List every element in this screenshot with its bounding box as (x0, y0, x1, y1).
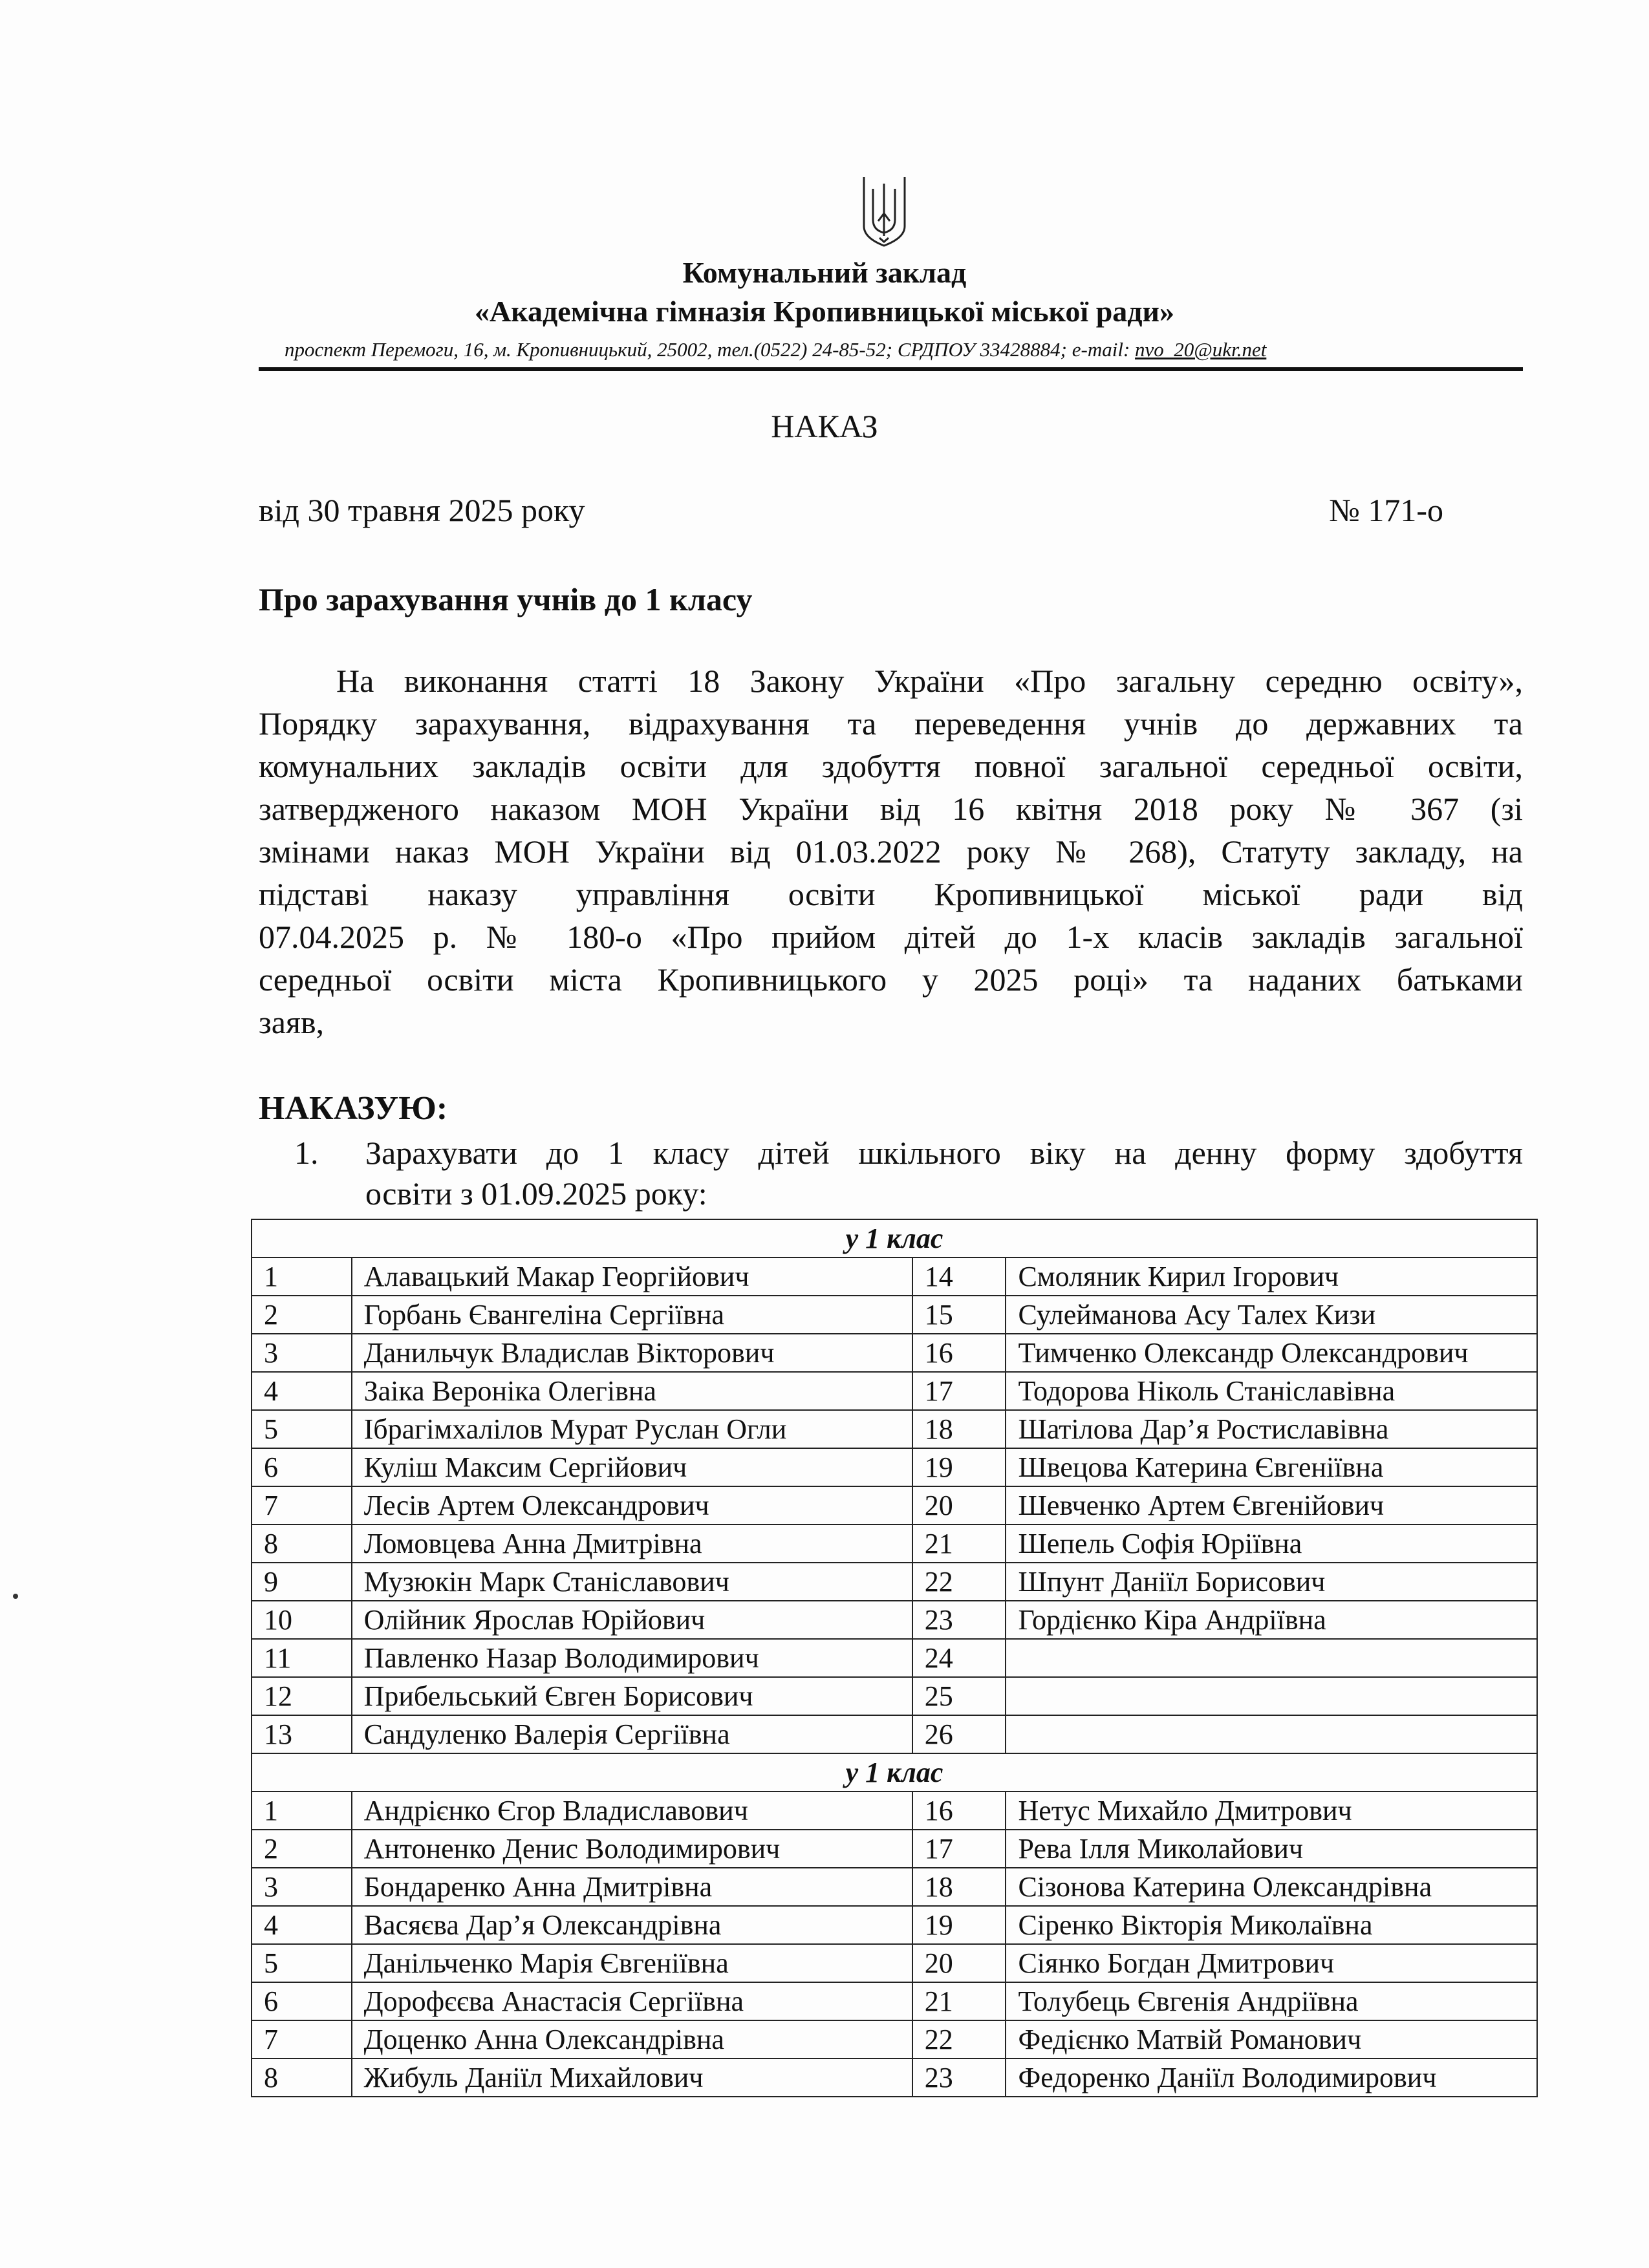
student-name-left: Горбань Євангеліна Сергіївна (352, 1296, 912, 1334)
student-name-left: Алавацький Макар Георгійович (352, 1257, 912, 1296)
student-name-right: Сулейманова Асу Талех Кизи (1006, 1296, 1537, 1334)
student-name-left: Андрієнко Єгор Владиславович (352, 1792, 912, 1830)
row-number-left: 7 (252, 2020, 352, 2059)
table-row (252, 1257, 1537, 1296)
row-number-right: 18 (912, 1868, 1006, 1906)
student-name-right: Шатілова Дар’я Ростиславівна (1006, 1410, 1537, 1448)
student-name-right: Тодорова Ніколь Станіславівна (1006, 1372, 1537, 1410)
student-name-right: Сізонова Катерина Олександрівна (1006, 1868, 1537, 1906)
class-section-header-row (252, 1753, 1537, 1792)
row-number-right: 18 (912, 1410, 1006, 1448)
student-name-right (1006, 1677, 1537, 1715)
organization-name: «Академічна гімназія Кропивницької міської ради» (474, 295, 1175, 328)
row-number-left: 9 (252, 1563, 352, 1601)
table-row (252, 1639, 1537, 1677)
row-number-right: 16 (912, 1334, 1006, 1372)
row-number-right: 25 (912, 1677, 1006, 1715)
student-name-left: Васяєва Дар’я Олександрівна (352, 1906, 912, 1944)
student-name-right: Толубець Євгенія Андріївна (1006, 1982, 1537, 2020)
table-row (252, 1334, 1537, 1372)
row-number-right: 21 (912, 1982, 1006, 2020)
student-name-left: Жибуль Даніїл Михайлович (352, 2059, 912, 2097)
preamble (259, 659, 1523, 1043)
order-item-line: освіти з 01.09.2025 року: (365, 1175, 707, 1212)
preamble-line: заяв, (259, 1004, 325, 1040)
student-name-left: Лесів Артем Олександрович (352, 1486, 912, 1524)
row-number-left: 3 (252, 1868, 352, 1906)
row-number-left: 1 (252, 1257, 352, 1296)
order-item-number: 1. (294, 1135, 319, 1171)
enrollment-table (251, 1219, 1538, 2097)
row-number-right: 23 (912, 2059, 1006, 2097)
row-number-left: 2 (252, 1830, 352, 1868)
document-number: № 171-о (1329, 492, 1443, 528)
order-item-line: Зарахувати до 1 класу дітей шкільного віку на денну форму здобуття (365, 1135, 1523, 1171)
row-number-left: 7 (252, 1486, 352, 1524)
student-name-right: Шевченко Артем Євгенійович (1006, 1486, 1537, 1524)
row-number-left: 8 (252, 1524, 352, 1563)
row-number-right: 22 (912, 2020, 1006, 2059)
student-name-left: Павленко Назар Володимирович (352, 1639, 912, 1677)
student-name-left: Ломовцева Анна Дмитрівна (352, 1524, 912, 1563)
student-name-right: Федієнко Матвій Романович (1006, 2020, 1537, 2059)
row-number-left: 3 (252, 1334, 352, 1372)
student-name-right: Швецова Катерина Євгеніївна (1006, 1448, 1537, 1486)
row-number-right: 20 (912, 1944, 1006, 1982)
table-row (252, 1792, 1537, 1830)
organization-address (285, 338, 1266, 361)
student-name-right: Смоляник Кирил Ігорович (1006, 1257, 1537, 1296)
row-number-left: 1 (252, 1792, 352, 1830)
preamble-line: Порядку зарахування, відрахування та переведення учнів до державних та (259, 705, 1523, 742)
table-row (252, 2059, 1537, 2097)
table-row (252, 1410, 1537, 1448)
preamble-line: змінами наказ МОН України від 01.03.2022 року № 268), Статуту закладу, на (259, 833, 1523, 870)
student-name-right: Нетус Михайло Дмитрович (1006, 1792, 1537, 1830)
row-number-right: 26 (912, 1715, 1006, 1753)
row-number-left: 4 (252, 1906, 352, 1944)
table-row (252, 1868, 1537, 1906)
student-name-left: Данільченко Марія Євгеніївна (352, 1944, 912, 1982)
row-number-right: 24 (912, 1639, 1006, 1677)
organization-type: Комунальний заклад (682, 256, 967, 289)
student-name-left: Музюкін Марк Станіславович (352, 1563, 912, 1601)
row-number-right: 17 (912, 1830, 1006, 1868)
table-row (252, 1982, 1537, 2020)
student-name-left: Бондаренко Анна Дмитрівна (352, 1868, 912, 1906)
trident-emblem-icon (860, 175, 909, 249)
preamble-line: затвердженого наказом МОН України від 16 квітня 2018 року № 367 (зі (259, 791, 1523, 827)
student-name-left: Ібрагімхалілов Мурат Руслан Огли (352, 1410, 912, 1448)
document-title: НАКАЗ (771, 408, 878, 444)
order-item-text (365, 1133, 1523, 1214)
order-heading: НАКАЗУЮ: (259, 1090, 448, 1127)
student-name-right: Гордієнко Кіра Андріївна (1006, 1601, 1537, 1639)
student-name-left: Олійник Ярослав Юрійович (352, 1601, 912, 1639)
row-number-right: 19 (912, 1906, 1006, 1944)
table-row (252, 1563, 1537, 1601)
row-number-right: 14 (912, 1257, 1006, 1296)
row-number-right: 23 (912, 1601, 1006, 1639)
student-name-right: Шепель Софія Юріївна (1006, 1524, 1537, 1563)
row-number-left: 5 (252, 1944, 352, 1982)
table-row (252, 1486, 1537, 1524)
row-number-right: 17 (912, 1372, 1006, 1410)
student-name-right: Федоренко Даніїл Володимирович (1006, 2059, 1537, 2097)
table-row (252, 1677, 1537, 1715)
student-name-left: Куліш Максим Сергійович (352, 1448, 912, 1486)
table-row (252, 1906, 1537, 1944)
table-row (252, 2020, 1537, 2059)
student-name-left: Сандуленко Валерія Сергіївна (352, 1715, 912, 1753)
student-name-right (1006, 1639, 1537, 1677)
student-name-left: Прибельський Євген Борисович (352, 1677, 912, 1715)
row-number-left: 12 (252, 1677, 352, 1715)
document-date: від 30 травня 2025 року (259, 492, 585, 528)
table-row (252, 1830, 1537, 1868)
preamble-line: На виконання статті 18 Закону України «Про загальну середню освіту», (336, 663, 1523, 699)
table-row (252, 1944, 1537, 1982)
row-number-left: 6 (252, 1982, 352, 2020)
row-number-left: 6 (252, 1448, 352, 1486)
address-text: проспект Перемоги, 16, м. Кропивницький, 25002, тел.(0522) 24-85-52; СРДПОУ 33428884; e-mail: (285, 338, 1130, 361)
row-number-right: 21 (912, 1524, 1006, 1563)
student-name-left: Антоненко Денис Володимирович (352, 1830, 912, 1868)
class-section-header: у 1 клас (252, 1753, 1537, 1792)
class-section-header: у 1 клас (252, 1219, 1537, 1257)
row-number-left: 13 (252, 1715, 352, 1753)
preamble-line: середньої освіти міста Кропивницького у 2025 році» та наданих батьками (259, 961, 1523, 998)
row-number-right: 20 (912, 1486, 1006, 1524)
student-name-right: Сіянко Богдан Дмитрович (1006, 1944, 1537, 1982)
row-number-left: 11 (252, 1639, 352, 1677)
student-name-right: Тимченко Олександр Олександрович (1006, 1334, 1537, 1372)
preamble-line: підставі наказу управління освіти Кропивницької міської ради від (259, 876, 1523, 912)
row-number-left: 8 (252, 2059, 352, 2097)
row-number-right: 19 (912, 1448, 1006, 1486)
table-row (252, 1601, 1537, 1639)
row-number-right: 15 (912, 1296, 1006, 1334)
document-subject: Про зарахування учнів до 1 класу (259, 581, 753, 617)
table-row (252, 1296, 1537, 1334)
table-row (252, 1715, 1537, 1753)
student-name-right: Сіренко Вікторія Миколаївна (1006, 1906, 1537, 1944)
header-divider (259, 367, 1523, 371)
row-number-right: 22 (912, 1563, 1006, 1601)
table-row (252, 1524, 1537, 1563)
student-name-left: Дорофєєва Анастасія Сергіївна (352, 1982, 912, 2020)
student-name-right: Рева Ілля Миколайович (1006, 1830, 1537, 1868)
row-number-left: 10 (252, 1601, 352, 1639)
row-number-right: 16 (912, 1792, 1006, 1830)
row-number-left: 2 (252, 1296, 352, 1334)
student-name-left: Заіка Вероніка Олегівна (352, 1372, 912, 1410)
row-number-left: 5 (252, 1410, 352, 1448)
email-link[interactable]: nvo_20@ukr.net (1135, 338, 1267, 361)
scan-speck (13, 1594, 18, 1599)
student-name-left: Доценко Анна Олександрівна (352, 2020, 912, 2059)
row-number-left: 4 (252, 1372, 352, 1410)
preamble-line: 07.04.2025 р. № 180-о «Про прийом дітей до 1-х класів закладів загальної (259, 919, 1523, 955)
class-section-header-row (252, 1219, 1537, 1257)
student-name-left: Данильчук Владислав Вікторович (352, 1334, 912, 1372)
student-name-right (1006, 1715, 1537, 1753)
student-name-right: Шпунт Даніїл Борисович (1006, 1563, 1537, 1601)
table-row (252, 1448, 1537, 1486)
preamble-line: комунальних закладів освіти для здобуття повної загальної середньої освіти, (259, 748, 1523, 784)
table-row (252, 1372, 1537, 1410)
